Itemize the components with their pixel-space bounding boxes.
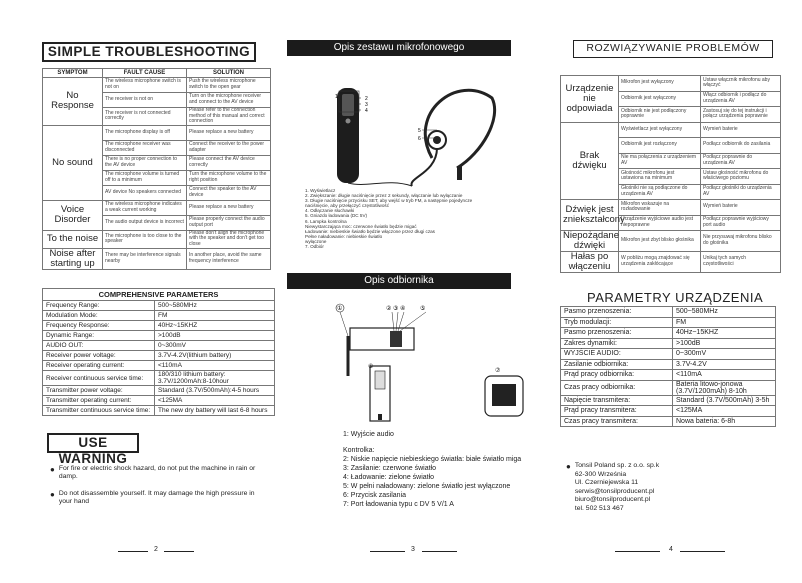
mic-callout: 1 bbox=[335, 94, 338, 100]
control-title: Kontrolka: bbox=[343, 447, 375, 454]
symptom-cell-en: Voice Disorder bbox=[43, 200, 103, 230]
symptom-cell-en: No sound bbox=[43, 125, 103, 200]
param-label: Transmitter operating current: bbox=[43, 396, 155, 406]
solution-cell: Wymień baterie bbox=[701, 200, 781, 216]
solution-cell: Podłącz poprawnie do urządzenia AV bbox=[701, 153, 781, 169]
cause-cell: AV device No speakers connected bbox=[103, 185, 187, 200]
mic-callout: 3 bbox=[365, 102, 368, 108]
param-label: Modulation Mode: bbox=[43, 311, 155, 321]
param-label: Pasmo przenoszenia: bbox=[561, 307, 673, 318]
warning-list bbox=[50, 465, 265, 505]
mic-note-line: Ładowanie: niebieskie światło będzie włączone przez długi czas bbox=[305, 228, 435, 234]
param-value: >100dB bbox=[155, 331, 275, 341]
control-item: 2: Niskie napięcie niebieskiego światła: białe światło miga bbox=[343, 456, 522, 463]
solution-cell: Please properly connect the audio output port bbox=[187, 215, 271, 230]
param-value: 40Hz~15KHZ bbox=[673, 328, 776, 339]
symptom-cell-pl: Brak dźwięku bbox=[561, 122, 619, 200]
param-row bbox=[43, 311, 275, 321]
troubleshooting-title-pl: ROZWIĄZYWANIE PROBLEMÓW bbox=[573, 40, 773, 58]
param-row bbox=[43, 386, 275, 396]
param-value: Bateria litowo-jonowa (3.7V/1200mAh) 8-10h bbox=[673, 380, 776, 395]
cause-cell: The microphone volume is turned off to a minimum bbox=[103, 170, 187, 185]
headset-boom bbox=[411, 148, 437, 186]
symptom-header: SYMPTOM bbox=[43, 69, 103, 78]
solution-cell: Unikaj tych samych częstotliwości bbox=[701, 252, 781, 273]
mic-callout: 5 bbox=[418, 128, 421, 134]
trouble-row bbox=[43, 78, 271, 93]
headset-mic-illustration bbox=[287, 58, 511, 190]
param-value: >100dB bbox=[673, 338, 776, 349]
company-lines bbox=[575, 462, 659, 513]
cause-cell: Mikrofon jest zbyt blisko głośnika bbox=[619, 231, 701, 252]
param-value: 3.7V-4.2V(lithium battery) bbox=[155, 351, 275, 361]
param-row bbox=[43, 361, 275, 371]
param-label: WYJŚCIE AUDIO: bbox=[561, 349, 673, 360]
param-row bbox=[561, 317, 776, 328]
warning-item bbox=[50, 490, 265, 505]
param-row bbox=[43, 331, 275, 341]
bullet-icon: ● bbox=[50, 465, 55, 474]
cause-cell: Mikrofon jest wyłączony bbox=[619, 76, 701, 92]
mic-callout: 6 bbox=[418, 136, 421, 142]
params-title-en: COMPREHENSIVE PARAMETERS bbox=[43, 289, 275, 301]
mic-note-line: 2. Zwiększanie: długie naciśnięcie przez 2 sekundy, włączanie lub wyłączanie bbox=[305, 193, 463, 199]
receiver-callout: ⑤ bbox=[420, 305, 426, 312]
param-value: Standard (3.7V/500mAh) 3-5h bbox=[673, 395, 776, 406]
param-value: 40Hz~15KHZ bbox=[155, 321, 275, 331]
param-value: 3.7V-4.2V bbox=[673, 359, 776, 370]
param-row bbox=[561, 406, 776, 417]
troubleshooting-title-en: SIMPLE TROUBLESHOOTING bbox=[42, 42, 256, 62]
cause-cell: Odbiornik nie jest podłączony poprawnie bbox=[619, 107, 701, 123]
warning-text: Do not disassemble yourself. It may damage the high pressure in your hand bbox=[58, 490, 255, 505]
param-label: Receiver operating current: bbox=[43, 361, 155, 371]
param-value: The new dry battery will last 6-8 hours bbox=[155, 406, 275, 416]
receiver-callout: ④ bbox=[400, 305, 406, 312]
param-row bbox=[561, 328, 776, 339]
mic-note-line: 6. Lampka kontrolna bbox=[305, 218, 347, 224]
solution-cell: Podłącz odbiornik do zasilania bbox=[701, 138, 781, 154]
use-warning-title: USE WARNING bbox=[47, 433, 139, 453]
mic-callout: 4 bbox=[365, 108, 368, 114]
cause-cell: The wireless microphone switch is not on bbox=[103, 78, 187, 93]
cause-cell: W pobliżu mogą znajdować się urządzenia zakłócające bbox=[619, 252, 701, 273]
solution-cell: Podłącz poprawnie wyjściowy port audio bbox=[701, 215, 781, 231]
param-label: Dynamic Range: bbox=[43, 331, 155, 341]
page-rule bbox=[164, 551, 194, 552]
company-info bbox=[566, 462, 766, 513]
param-row bbox=[561, 395, 776, 406]
cause-cell: Urządzenie wyjściowe audio jest niepoprawne bbox=[619, 215, 701, 231]
mic-note-line: 5. Gniazdo ładowania (DC 5V) bbox=[305, 213, 368, 219]
control-list bbox=[343, 455, 543, 509]
param-label: Frequency Range: bbox=[43, 301, 155, 311]
trouble-row bbox=[561, 231, 781, 252]
param-value: 500~580MHz bbox=[673, 307, 776, 318]
symptom-cell-pl: Dźwięk jest zniekształcony bbox=[561, 200, 619, 231]
param-label: Tryb modulacji: bbox=[561, 317, 673, 328]
page-rule bbox=[680, 551, 725, 552]
receiver-illustration bbox=[320, 296, 525, 426]
solution-cell: Zastosuj się do tej instrukcji i połącz urządzenia poprawnie bbox=[701, 107, 781, 123]
troubleshooting-table-pl bbox=[560, 75, 780, 273]
param-value: 500~580MHz bbox=[155, 301, 275, 311]
param-label: Transmitter continuous service time: bbox=[43, 406, 155, 416]
trouble-row bbox=[561, 122, 781, 138]
cause-cell: Mikrofon wskazuje na rozładowanie bbox=[619, 200, 701, 216]
params-title-pl: PARAMETRY URZĄDZENIA bbox=[587, 290, 764, 305]
transmitter-display bbox=[342, 94, 354, 116]
cause-cell: The microphone receiver was disconnected bbox=[103, 140, 187, 155]
transmitter-button bbox=[346, 119, 351, 124]
symptom-cell-pl: Urządzenie nie odpowiada bbox=[561, 76, 619, 123]
solution-cell: Please replace a new battery bbox=[187, 125, 271, 140]
param-label: Napięcie transmitera: bbox=[561, 395, 673, 406]
headset-cable bbox=[348, 183, 412, 186]
param-row bbox=[43, 341, 275, 351]
cause-cell: Odbiornik jest wyłączony bbox=[619, 91, 701, 107]
param-row bbox=[43, 406, 275, 416]
params-table-pl bbox=[560, 306, 775, 427]
page-rule bbox=[370, 551, 405, 552]
control-item: 5: W pełni naładowany: zielone światło jest wyłączone bbox=[343, 483, 511, 490]
param-value: Nowa bateria: 6-8h bbox=[673, 416, 776, 427]
page-rule bbox=[118, 551, 148, 552]
audio-out-label: 1: Wyjście audio bbox=[343, 431, 394, 438]
param-row bbox=[561, 380, 776, 395]
page-number: 2 bbox=[154, 546, 158, 553]
receiver-callout: ⑦ bbox=[495, 367, 501, 374]
page-rule bbox=[422, 551, 457, 552]
receiver-panel bbox=[390, 331, 402, 347]
param-value: Standard (3.7V/500mAh):4-5 hours bbox=[155, 386, 275, 396]
company-line: Ul. Czerniejewska 11 bbox=[574, 479, 639, 486]
cause-cell: The receiver is not on bbox=[103, 93, 187, 108]
receiver-callout: ② bbox=[386, 305, 392, 312]
mic-note-line: 1. Wyświetlacz bbox=[305, 188, 336, 193]
warning-item bbox=[50, 465, 265, 480]
cause-cell: Głośność mikrofonu jest ustawiona na minimum bbox=[619, 169, 701, 185]
param-value: FM bbox=[155, 311, 275, 321]
solution-header: SOLUTION bbox=[187, 69, 271, 78]
param-value: FM bbox=[673, 317, 776, 328]
param-value: 180/310 lithium battery: 3.7V/1200mAh:8-10hour bbox=[155, 371, 275, 386]
solution-cell: Turn the microphone volume to the right position bbox=[187, 170, 271, 185]
params-table-en bbox=[42, 288, 274, 416]
connector-plug bbox=[457, 166, 462, 180]
param-label: Prąd pracy transmitera: bbox=[561, 406, 673, 417]
receiver-section-title: Opis odbiornika bbox=[287, 273, 511, 289]
page-number: 4 bbox=[669, 546, 673, 553]
solution-cell: Turn on the microphone receiver and connect to the AV device bbox=[187, 93, 271, 108]
symptom-cell-en: No Response bbox=[43, 78, 103, 126]
param-row bbox=[561, 359, 776, 370]
param-label: Pasmo przenoszenia: bbox=[561, 328, 673, 339]
troubleshooting-table-en bbox=[42, 68, 270, 270]
cause-cell: Nie ma połączenia z urządzeniem AV bbox=[619, 153, 701, 169]
param-label: Receiver continuous service time: bbox=[43, 371, 155, 386]
trouble-row bbox=[561, 200, 781, 216]
cause-cell: The receiver is not connected correctly bbox=[103, 108, 187, 126]
param-row bbox=[43, 321, 275, 331]
receiver-port bbox=[378, 414, 382, 420]
mic-note-line: 7. Odbiór bbox=[305, 244, 324, 250]
solution-cell: Włącz odbiornik i podłącz do urządzenia AV bbox=[701, 91, 781, 107]
param-value: <125MA bbox=[673, 406, 776, 417]
solution-cell: Push the wireless microphone switch to the open gear bbox=[187, 78, 271, 93]
mic-note-line: Niewystarczająca moc: czerwone światło będzie migać bbox=[305, 223, 417, 229]
param-value: <125MA bbox=[155, 396, 275, 406]
fault-cause-header: FAULT CAUSE bbox=[103, 69, 187, 78]
param-value: 0~300mV bbox=[155, 341, 275, 351]
receiver-callout: ⑥ bbox=[368, 363, 374, 370]
mic-notes bbox=[305, 188, 490, 249]
mic-callout: 2 bbox=[365, 96, 368, 102]
param-row bbox=[561, 416, 776, 427]
solution-cell: In another place, avoid the same frequency interference bbox=[187, 248, 271, 269]
param-row bbox=[43, 371, 275, 386]
control-item: 6: Przycisk zasilania bbox=[343, 492, 407, 499]
company-line: 62-300 Września bbox=[574, 470, 627, 478]
solution-cell: Connect the speaker to the AV device bbox=[187, 185, 271, 200]
solution-cell: Podłącz głośniki do urządzenia AV bbox=[701, 184, 781, 200]
param-value: 0~300mV bbox=[673, 349, 776, 360]
receiver-callout: ③ bbox=[393, 305, 399, 312]
page-rule bbox=[615, 551, 660, 552]
control-item: 7: Port ładowania typu c DV 5 V/1 A bbox=[343, 501, 454, 508]
mic-note-line: wyłączone bbox=[305, 238, 327, 244]
param-label: Zakres dynamiki: bbox=[561, 338, 673, 349]
trouble-row bbox=[561, 76, 781, 92]
param-label: Prąd pracy odbiornika: bbox=[561, 370, 673, 381]
warning-text: For fire or electric shock hazard, do not put the machine in rain or damp. bbox=[58, 465, 256, 480]
trouble-row bbox=[43, 200, 271, 215]
trouble-row bbox=[43, 248, 271, 269]
solution-cell: Please don't align the microphone with the speaker and don't get too close bbox=[187, 230, 271, 248]
param-row bbox=[561, 338, 776, 349]
page-number: 3 bbox=[411, 546, 415, 553]
solution-cell: Wymień baterie bbox=[701, 122, 781, 138]
receiver-body bbox=[350, 328, 414, 350]
cause-cell: The audio output device is incorrect bbox=[103, 215, 187, 230]
company-line: Tonsil Poland sp. z o.o. sp.k bbox=[574, 462, 660, 469]
cause-cell: There may be interference signals nearby bbox=[103, 248, 187, 269]
cause-cell: There is no proper connection to the AV device bbox=[103, 155, 187, 170]
cause-cell: Odbiornik jest rozłączony bbox=[619, 138, 701, 154]
param-value: <110mA bbox=[673, 370, 776, 381]
symptom-cell-pl: Niepożądane dźwięki bbox=[561, 231, 619, 252]
mic-note-line: 4. Odłączanie słuchawki bbox=[305, 208, 355, 214]
solution-cell: Connect the receiver to the power adapter bbox=[187, 140, 271, 155]
param-row bbox=[43, 396, 275, 406]
param-label: Czas pracy odbiornika: bbox=[561, 380, 673, 395]
mic-note-line: Pełne naładowanie: niebieskie światło bbox=[305, 233, 383, 239]
solution-cell: Please connect the AV device correctly bbox=[187, 155, 271, 170]
mic-note-line: 3. Długie naciśnięcie przycisku SET, aby wejść w tryb FM, a następnie pojedyncze naciśnięcie, aby przełączyć częstotliwość bbox=[305, 198, 473, 209]
company-line: biuro@tonsilproducent.pl bbox=[574, 496, 651, 503]
param-row bbox=[561, 307, 776, 318]
cause-cell: Wyświetlacz jest wyłączony bbox=[619, 122, 701, 138]
param-label: AUDIO OUT: bbox=[43, 341, 155, 351]
param-value: <110mA bbox=[155, 361, 275, 371]
bullet-icon: ● bbox=[566, 462, 571, 471]
cause-cell: The microphone display is off bbox=[103, 125, 187, 140]
cause-cell: The microphone is too close to the speaker bbox=[103, 230, 187, 248]
param-row bbox=[43, 301, 275, 311]
control-item: 3: Zasilanie: czerwone światło bbox=[343, 465, 436, 472]
param-label: Frequency Response: bbox=[43, 321, 155, 331]
trouble-row bbox=[43, 230, 271, 248]
solution-cell: Please replace a new battery bbox=[187, 200, 271, 215]
cause-cell: The wireless microphone indicates a weak current working bbox=[103, 200, 187, 215]
param-label: Czas pracy transmitera: bbox=[561, 416, 673, 427]
mic-section-title: Opis zestawu mikrofonowego bbox=[287, 40, 511, 56]
param-label: Transmitter power voltage: bbox=[43, 386, 155, 396]
symptom-cell-en: Noise after starting up bbox=[43, 248, 103, 269]
receiver-callout: ① bbox=[337, 305, 343, 312]
trouble-row bbox=[561, 252, 781, 273]
solution-cell: Please refer to the connection method of this manual and correct connection bbox=[187, 108, 271, 126]
cause-cell: Głośniki nie są podłączone do urządzenia AV bbox=[619, 184, 701, 200]
symptom-cell-en: To the noise bbox=[43, 230, 103, 248]
param-label: Receiver power voltage: bbox=[43, 351, 155, 361]
trouble-row bbox=[43, 125, 271, 140]
param-label: Zasilanie odbiornika: bbox=[561, 359, 673, 370]
company-line: tel. 502 513 467 bbox=[574, 504, 624, 512]
bullet-icon: ● bbox=[50, 490, 55, 499]
solution-cell: Nie przysuwaj mikrofonu blisko do głośnika bbox=[701, 231, 781, 252]
company-line: serwis@tonsilproducent.pl bbox=[574, 487, 655, 495]
param-row bbox=[561, 349, 776, 360]
param-row bbox=[43, 351, 275, 361]
solution-cell: Ustaw głośność mikrofonu do właściwego poziomu bbox=[701, 169, 781, 185]
symptom-cell-pl: Hałas po włączeniu bbox=[561, 252, 619, 273]
control-item: 4: Ładowanie: zielone światło bbox=[343, 474, 435, 481]
param-row bbox=[561, 370, 776, 381]
solution-cell: Ustaw włącznik mikrofonu aby włączyć bbox=[701, 76, 781, 92]
